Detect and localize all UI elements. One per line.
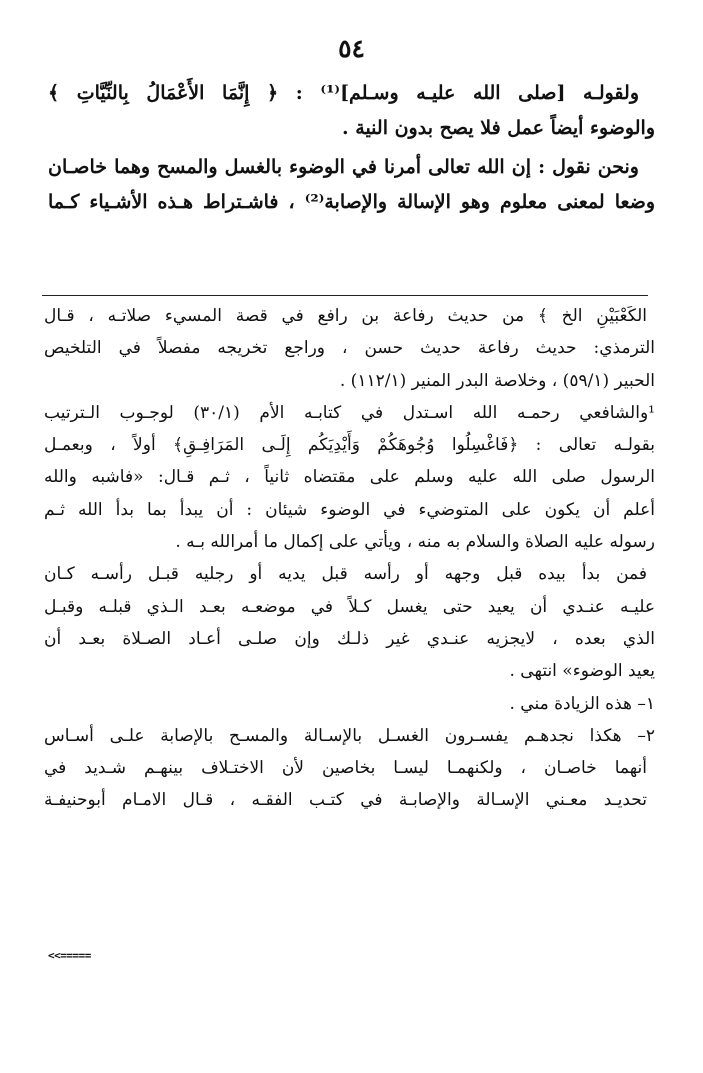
continuation-marker: <<===== [48,949,91,962]
footnote-line: الترمذي: حديث رفاعة حديث حسن ، وراجع تخريجه مفصلاً في التلخيص [44,338,655,359]
footnote-line: الرسول صلى الله عليه وسلم على مقتضاه ثانياً ، ثـم قـال: «فاشبه والله [44,467,655,488]
footnote-line: بقولـه تعالى : ﴿فَاغْسِلُوا وُجُوهَكُمْ وَأَيْدِيَكُم إِلَـى المَرَافِـقِ﴾ أولاً ، وبعمـل [44,435,655,456]
main-line: ونحن نقول : إن الله تعالى أمرنا في الوضوء بالغسل والمسح وهما خاصـان [48,156,639,178]
footnote-line: الكَعْبَيْنِ الخ ﴾ من حديث رفاعة بن رافع في قصة المسيء صلاتـه ، قـال [44,306,647,326]
footnote-line: رسوله عليه الصلاة والسلام به منه ، ويأتي على إكمال ما أمرالله بـه . [175,532,655,553]
footnote-item: ١– هذه الزيادة مني . [509,693,655,714]
footnote-divider [42,295,648,296]
footnote-line: تحديـد معـني الإسـالة والإصابـة في كتـب الفقـه ، قـال الامـام أبوحنيفـة [44,790,647,811]
footnote-item: ٢– هكذا نجدهـم يفسـرون الغسـل بالإسـالة والمسـح بالإصابة علـى أسـاس [44,725,655,746]
footnote-line: الذي بعده ، لايجزيه عنـدي غير ذلـك وإن صلـى أعـاد الصـلاة بعـد أن [44,628,655,649]
footnote-line: يعيد الوضوء» انتهى . [509,661,655,682]
footnote-line: أعلم أن يكون على المتوضيء في الوضوء شيئان : أن يبدأ بما بدأ الله ثـم [44,499,655,520]
footnote-line: أنهما خاصـان ، ولكنهمـا ليسـا بخاصين لأن الاختـلاف بينهـم شـديد في [44,758,647,779]
footnotes [44,300,655,817]
footnote-line: فمن بدأ بيده قبل وجهه أو رأسه قبل يديه أو رجليه قبـل رأسـه كـان [44,564,647,585]
footnote-line: ¹والشافعي رحمـه الله اسـتدل في كتابـه الأم (٣٠/١) لوجـوب الـترتيب [44,402,655,423]
main-line: ولقولـه [صلى الله عليـه وسـلم]⁽¹⁾ : ﴿ إِنَّمَا الأَعْمَالُ بِالنِّيَّاتِ ﴾ [48,82,639,104]
page-number: ٥٤ [338,34,365,63]
footnote-line: عليـه عنـدي أن يعيد حتى يغسل كـلاً في موضعـه بعـد الـذي قبلـه وقبـل [44,596,655,617]
main-text [48,76,655,220]
footnote-line: الحبير (٥٩/١) ، وخلاصة البدر المنير (١١٢/١) . [339,370,655,391]
main-line: وضعا لمعنى معلوم وهو الإسالة والإصابة⁽²⁾ ، فاشـتراط هـذه الأشـياء كـما [48,191,656,213]
main-line: والوضوء أيضاً عمل فلا يصح بدون النية . [342,117,655,139]
